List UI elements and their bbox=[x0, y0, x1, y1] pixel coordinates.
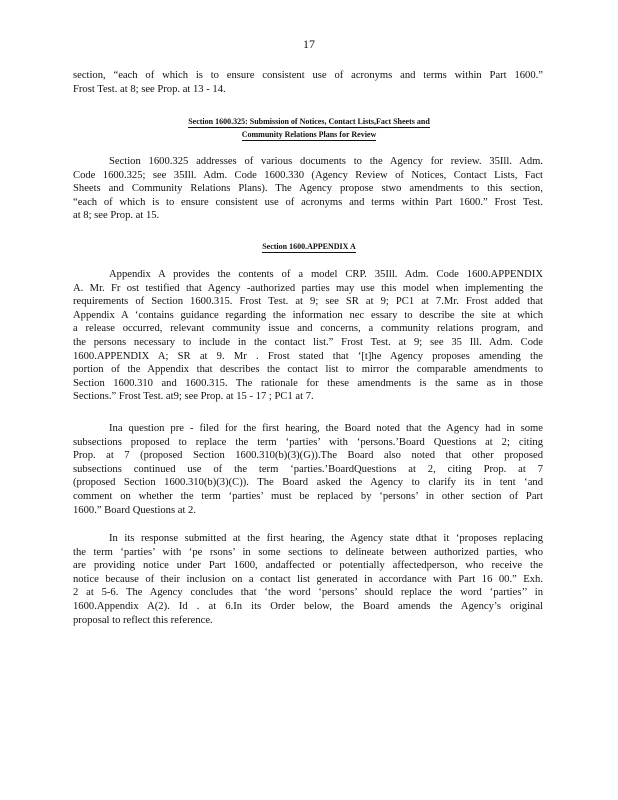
text-line: Sheets and Community Relations Plans). The Agency propose stwo amendments to this section, bbox=[73, 183, 543, 195]
paragraph-agency-response bbox=[73, 532, 543, 627]
heading-line: Section 1600.APPENDIX A bbox=[262, 242, 356, 251]
text-line: Sections.” Frost Test. at9; see Prop. at 15 - 17 ; PC1 at 7. bbox=[73, 391, 314, 403]
text-line: the persons necessary to include in the contact list.” Frost Test. at 9; see 35 Ill. Adm. Code bbox=[73, 336, 543, 348]
paragraph-appendix-a bbox=[73, 268, 543, 404]
text-line: 1600.Appendix A(2). Id . at 6.In its Order below, the Board amends the Agency’s original bbox=[73, 600, 543, 612]
paragraph-board-question bbox=[73, 422, 543, 517]
text-line: section, “each of which is to ensure consistent use of acronyms and terms within Part 1600.” bbox=[73, 70, 543, 81]
text-line: 2 at 5-6. The Agency concludes that ‘the word ‘persons’ should replace the word ‘parties’’ in bbox=[73, 587, 543, 599]
text-line: subsections proposed to replace the term ‘parties’ with ‘persons.’Board Questions at 2; citing bbox=[73, 436, 543, 448]
text-line: Prop. at 7 (proposed Section 1600.310(b)(3)(G)).The Board also noted that other proposed bbox=[73, 450, 543, 462]
text-line: a release occurred, relevant community issue and concerns, a community relations program, and bbox=[73, 323, 543, 335]
text-line: at 8; see Prop. at 15. bbox=[73, 210, 160, 222]
text-line: (proposed Section 1600.310(b)(3)(C)). The Board asked the Agency to clarify its in tent ‘and bbox=[73, 477, 543, 489]
text-line: Code 1600.325; see 35Ill. Adm. Code 1600.330 (Agency Review of Notices, Contact Lists, Fact bbox=[73, 169, 543, 181]
intro-paragraph bbox=[73, 69, 543, 96]
text-line: notice because of their inclusion on a contact list generated in accordance with Part 16 00.” Exh. bbox=[73, 573, 543, 585]
text-line: Appendix A ‘contains guidance regarding the information nec essary to describe the site at which bbox=[73, 309, 543, 321]
paragraph-section-1600-325 bbox=[73, 155, 543, 223]
text-line: comment on whether the term ‘parties’ must be replaced by ‘persons’ in other section of Part bbox=[73, 490, 543, 502]
text-line: subsections continued use of the term ‘parties.’BoardQuestions at 2, citing Prop. at 7 bbox=[73, 463, 543, 475]
text-line: requirements of Section 1600.315. Frost Test. at 9; see SR at 9; PC1 at 7.Mr. Frost added that bbox=[73, 296, 543, 308]
text-line: the term ‘parties’ with ‘pe rsons’ in some sections to delineate between authorized parties, who bbox=[73, 546, 543, 558]
text-line: In its response submitted at the first hearing, the Agency state dthat it ‘proposes replacing bbox=[109, 533, 543, 544]
heading-line: Section 1600.325: Submission of Notices, Contact Lists,Fact Sheets and bbox=[188, 117, 430, 126]
text-line: Appendix A provides the contents of a model CRP. 35Ill. Adm. Code 1600.APPENDIX bbox=[109, 269, 543, 280]
text-line: Section 1600.310 and 1600.315. The rationale for these amendments is the same as in those bbox=[73, 377, 543, 389]
text-line: “each of which is to ensure consistent use of acronyms and terms within Part 1600.” Frost Test. bbox=[73, 196, 543, 208]
section-heading-appendix-a bbox=[0, 240, 618, 253]
text-line: Frost Test. at 8; see Prop. at 13 - 14. bbox=[73, 83, 226, 95]
heading-line: Community Relations Plans for Review bbox=[241, 130, 377, 139]
text-line: 1600.” Board Questions at 2. bbox=[73, 504, 196, 516]
text-line: proposal to reflect this reference. bbox=[73, 614, 213, 626]
page-number: 17 bbox=[303, 37, 315, 51]
text-line: portion of the Appendix that describes the contact list to mirror the comparable amendments to bbox=[73, 364, 543, 376]
text-line: Ina question pre - filed for the first hearing, the Board noted that the Agency had in some bbox=[109, 423, 543, 434]
text-line: 1600.APPENDIX A; SR at 9. Mr . Frost stated that ‘[t]he Agency proposes amending the bbox=[73, 350, 543, 362]
text-line: are providing notice under Part 1600, andaffected or potentially affectedperson, who receive the bbox=[73, 560, 543, 572]
text-line: Section 1600.325 addresses of various documents to the Agency for review. 35Ill. Adm. bbox=[109, 156, 543, 167]
text-line: A. Mr. Fr ost testified that Agency -authorized parties may use this model when implementing the bbox=[73, 282, 543, 294]
section-heading-1600-325 bbox=[0, 115, 618, 141]
